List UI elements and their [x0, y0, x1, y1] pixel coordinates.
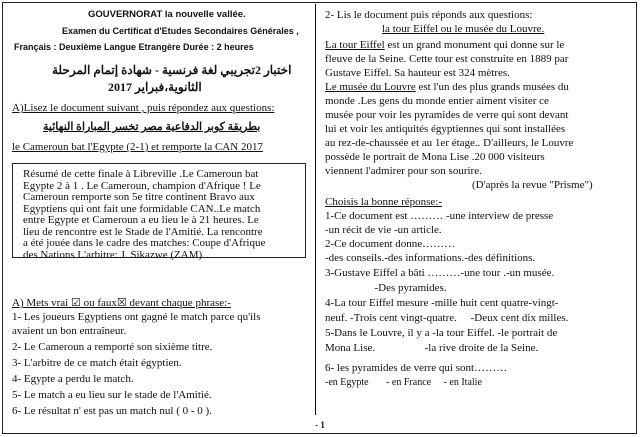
doc2-source: (D'après la revue "Prisme")	[472, 179, 593, 191]
louvre-label: Le musée du Louvre	[325, 81, 416, 93]
article-line: Egyptiens qui ont fait une formidable CAN..Le match	[23, 202, 261, 215]
header-subject: Français : Deuxième Langue Etrangère Durée : 2 heures	[14, 42, 254, 52]
doc2-line: monde .Les gens du monde entier aiment visiter ce	[325, 95, 549, 107]
question-line: -un récit de vie -un article.	[325, 224, 442, 236]
vrai-faux-item: 3- L'arbitre de ce match était égyptien.	[12, 357, 182, 369]
vrai-faux-item: 5- Le match a eu lieu sur le stade de l'Amitié.	[12, 389, 212, 401]
question-line: 2-Ce document donne………	[325, 238, 456, 250]
article-line: Résumé de cette finale à Libreville .Le Cameroun bat	[23, 168, 259, 180]
doc2-heading: 2- Lis le document puis réponds aux questions:	[325, 9, 533, 21]
vrai-faux-item: 1- Les joueurs Egyptiens ont gagné le match parce qu'ils	[12, 311, 261, 323]
doc2-line: Gustave Eiffel. Sa hauteur est 324 mètres.	[325, 67, 510, 79]
article-line: Cameroun remporte son 5e titre continent Bravo aux	[23, 191, 255, 203]
doc2-line: au rez-de-chaussée et au 1er étage.. D'ailleurs, le Louvre	[325, 137, 574, 149]
header-arabic-1: اختبار 2تجريبي لغة فرنسية - شهادة إتمام المرحلة	[52, 63, 292, 77]
article-title: le Cameroun bat l'Egypte (2-1) et remporte la CAN 2017	[12, 141, 263, 153]
vrai-faux-heading: A) Mets vrai ☑ ou faux☒ devant chaque phrase:-	[12, 297, 231, 309]
header-exam: Examen du Certificat d'Etudes Secondaires Générales ,	[62, 26, 299, 36]
choisis-heading: Choisis la bonne réponse:-	[325, 196, 443, 208]
column-divider	[315, 4, 316, 415]
article-line: des Nations L'arbitre: J. Sikazwe (ZAM)	[23, 248, 203, 261]
article-line: a été jouée dans le cadre des matches: Coupe d'Afrique	[23, 237, 266, 249]
doc2-line: musée pour voir les pyramides de verre qui sont devant	[325, 109, 569, 121]
vrai-faux-item: 4- Egypte a perdu le match.	[12, 373, 134, 385]
arabic-article-title: بطريقة كوبر الدفاعية مصر تخسر المباراة النهائية	[43, 121, 261, 133]
vrai-faux-item: avaient un bon entraîneur.	[12, 325, 127, 337]
doc2-subtitle: la tour Eiffel ou le musée du Louvre.	[382, 23, 545, 35]
vrai-faux-item: 6- Le résultat n' est pas un match nul ( 0 - 0 ).	[12, 405, 212, 417]
question-line: -Des pyramides.	[325, 282, 447, 294]
question-line: 6- les pyramides de verre qui sont………	[325, 362, 508, 374]
doc2-line: Le musée du Louvre est l'un des plus grands musées du	[325, 81, 569, 93]
question-line: 5-Dans le Louvre, il y a -la tour Eiffel. -le portrait de	[325, 327, 558, 339]
article-line: entre Egypte et Cameroun a eu lieu le à 21 heures. Le	[23, 214, 259, 226]
doc2-line: possède le portrait de Mona Lise .20 000 visiteurs	[325, 151, 545, 163]
article-line: lieu de rencontre est le Stade de l'Amitié. La rencontre	[23, 225, 263, 238]
doc2-line: La tour Eiffel est un grand monument qui donne sur le	[325, 39, 565, 51]
vrai-faux-item: 2- Le Cameroun a remporté son sixième titre.	[12, 341, 213, 353]
page-number: - 1	[315, 420, 325, 430]
question-line: Mona Lise. -la rive droite de la Seine.	[325, 342, 539, 354]
header-governorate: GOUVERNORAT la nouvelle vallée.	[88, 9, 246, 20]
question-line: 3-Gustave Eiffel a bâti ………-une tour .-un musée.	[325, 267, 555, 279]
doc2-line: fleuve de la Seine. Cette tour est construite en 1889 par	[325, 53, 569, 65]
question-line: 1-Ce document est ……… -une interview de presse	[325, 210, 554, 222]
question-line: neuf. -Trois cent vingt-quatre. -Deux cent dix milles.	[325, 312, 569, 324]
tour-eiffel-label: La tour Eiffel	[325, 39, 385, 51]
doc2-line: viennent l'admirer pour son sourire.	[325, 165, 482, 177]
header-arabic-2: الثانوية،فبراير 2017	[108, 80, 202, 94]
question-line: -en Egypte - en France - en Italie	[325, 377, 482, 388]
doc2-line: lui et voir les antiquités égyptiennes qui sont installées	[325, 123, 566, 135]
article-line: Egypte 2 à 1 . Le Cameroun, champion d'Afrique ! Le	[23, 179, 261, 192]
question-line: -des conseils.-des informations.-des définitions.	[325, 252, 536, 264]
question-line: 4-La tour Eiffel mesure -mille huit cent quatre-vingt-	[325, 297, 559, 309]
section-a-instruction: A)Lisez le document suivant , puis répondez aux questions:	[12, 102, 275, 114]
